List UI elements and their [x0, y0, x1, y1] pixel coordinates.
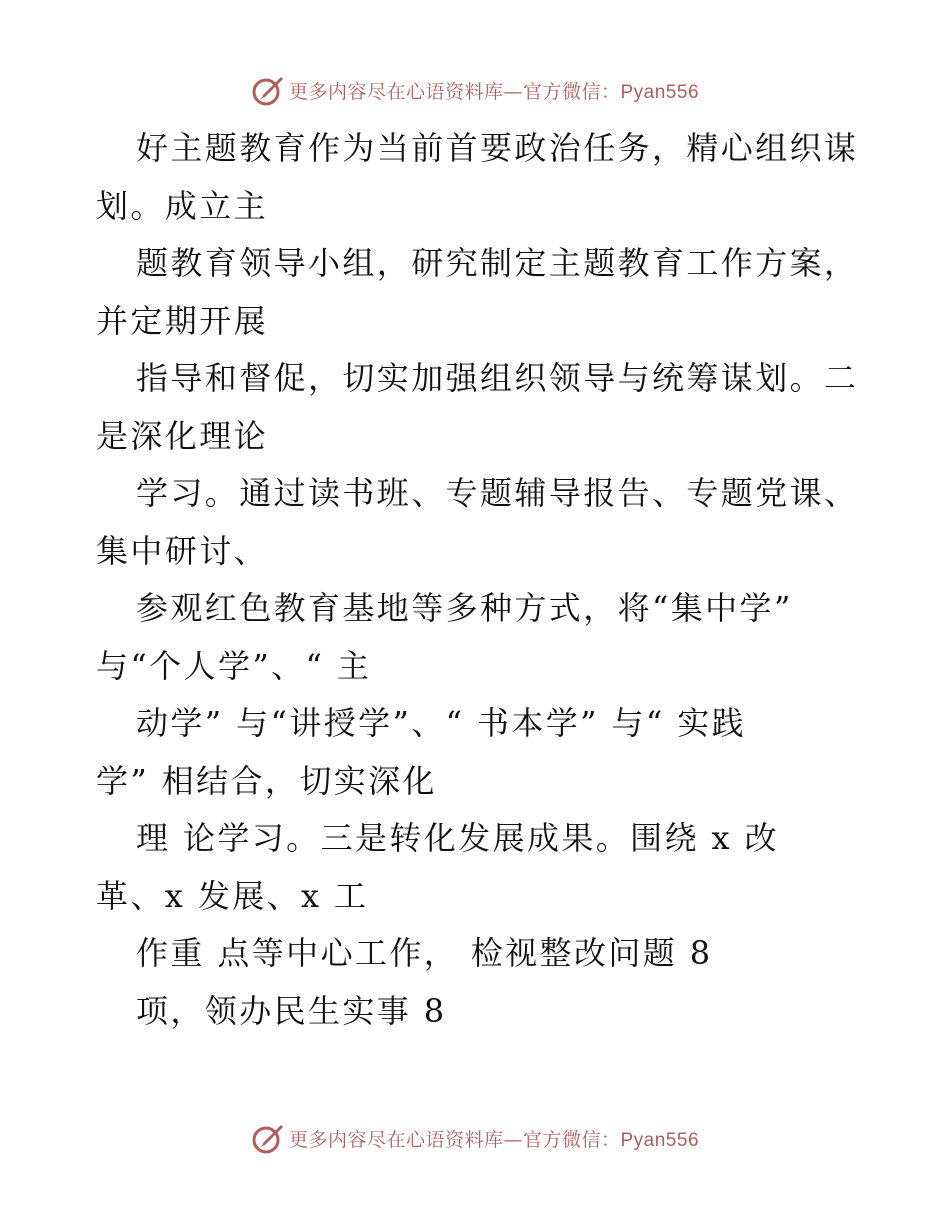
banner-handle: Pyan556: [620, 1129, 700, 1151]
body-line: 学习。通过读书班、专题辅导报告、专题党课、: [136, 474, 859, 512]
body-line: 集中研讨、: [96, 531, 269, 570]
quill-logo-icon: [251, 73, 285, 107]
banner-text: [289, 77, 699, 104]
banner-handle: Pyan556: [620, 81, 700, 103]
document-body: [96, 120, 866, 1040]
body-line: 动学” 与“讲授学”、“ 书本学” 与“ 实践: [136, 704, 747, 742]
body-line: 划。成立主: [96, 186, 269, 225]
banner-label: 更多内容尽在心语资料库—官方微信：: [288, 1128, 621, 1151]
body-line: 参观红色教育基地等多种方式，将“集中学”: [136, 589, 793, 627]
body-line: 作重 点等中心工作， 检视整改问题 8: [136, 934, 713, 972]
body-line: 题教育领导小组，研究制定主题教育工作方案，: [136, 244, 859, 282]
body-line: 革、x 发展、x 工: [96, 876, 369, 915]
body-line: 与“个人学”、“ 主: [96, 646, 372, 685]
banner-label: 更多内容尽在心语资料库—官方微信：: [288, 80, 621, 103]
banner-text: [289, 1125, 699, 1152]
body-line: 理 论学习。三是转化发展成果。围绕 x 改: [136, 819, 779, 857]
body-line: 并定期开展: [96, 301, 269, 340]
quill-logo-icon: [251, 1121, 285, 1155]
header-watermark-banner: [0, 70, 950, 110]
body-line: 是深化理论: [96, 416, 269, 455]
body-line: 指导和督促，切实加强组织领导与统筹谋划。二: [136, 359, 859, 397]
body-line: 好主题教育作为当前首要政治任务，精心组织谋: [136, 129, 859, 167]
body-line: 学” 相结合，切实深化: [96, 761, 437, 800]
footer-watermark-banner: [0, 1118, 950, 1158]
body-line: 项，领办民生实事 8: [136, 991, 447, 1030]
